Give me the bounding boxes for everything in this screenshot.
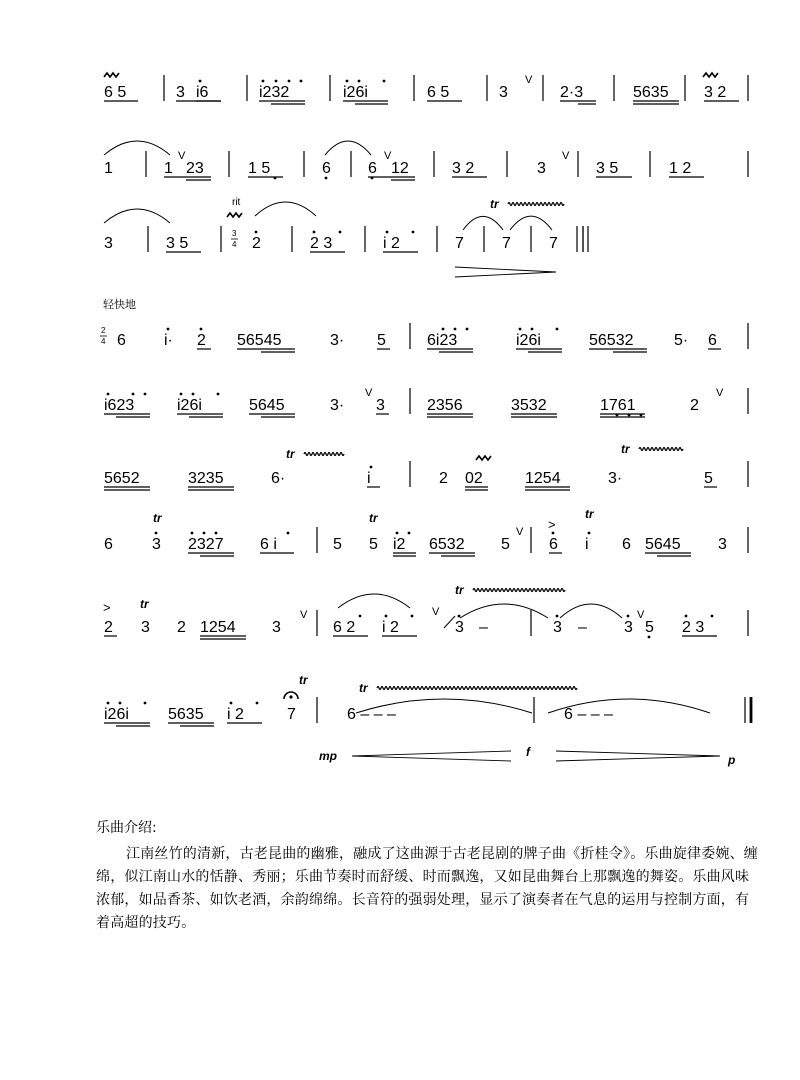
note-group: 5 bbox=[369, 536, 378, 553]
octave-up-dot bbox=[339, 231, 342, 234]
octave-up-dot bbox=[442, 328, 445, 331]
note-group: 5645 bbox=[645, 536, 681, 553]
octave-up-dot bbox=[262, 80, 265, 83]
note-group: 2327 bbox=[188, 536, 224, 553]
note-group: 3 bbox=[141, 619, 150, 636]
octave-up-dot bbox=[287, 532, 290, 535]
octave-up-dot bbox=[458, 615, 461, 618]
note-group: 6· bbox=[271, 470, 286, 487]
note-group: i 2 bbox=[227, 706, 244, 723]
note-group: 2 bbox=[439, 470, 448, 487]
octave-up-dot bbox=[167, 328, 170, 331]
octave-up-dot bbox=[588, 532, 591, 535]
note-group: 2 3 bbox=[310, 235, 333, 252]
note-group: 6 5 bbox=[104, 84, 127, 101]
slur bbox=[104, 141, 170, 155]
trill-mark: tr bbox=[455, 583, 464, 597]
note-group: 7 bbox=[549, 235, 558, 252]
note-group: 3· bbox=[608, 470, 623, 487]
note-group: 6 bbox=[322, 160, 331, 177]
note-group: 6 – – – bbox=[347, 706, 396, 723]
note-group: 6 bbox=[549, 536, 558, 553]
note-group: 3 5 bbox=[166, 235, 189, 252]
breath-mark: V bbox=[562, 150, 570, 162]
note-group: 6 bbox=[368, 160, 377, 177]
slur bbox=[460, 604, 548, 618]
octave-up-dot bbox=[300, 80, 303, 83]
breath-mark: V bbox=[384, 150, 392, 162]
note-group: 1761 bbox=[600, 397, 636, 414]
note-group: 5635 bbox=[168, 706, 204, 723]
note-group: 02 bbox=[465, 470, 483, 487]
breath-mark: V bbox=[637, 609, 645, 621]
note-group: i26i bbox=[343, 84, 368, 101]
glissando-slash bbox=[444, 616, 455, 628]
octave-up-dot bbox=[346, 80, 349, 83]
octave-up-dot bbox=[685, 615, 688, 618]
note-group: i26i bbox=[177, 397, 202, 414]
time-signature-top: 3 bbox=[232, 229, 237, 238]
note-group: 3 bbox=[176, 84, 185, 101]
note-group: 6 bbox=[708, 332, 717, 349]
note-group: i2 bbox=[393, 536, 406, 553]
note-group: 2 bbox=[197, 332, 206, 349]
time-signature-bottom: 4 bbox=[101, 337, 106, 346]
octave-up-dot bbox=[358, 80, 361, 83]
note-group: 3 bbox=[499, 84, 508, 101]
octave-up-dot bbox=[200, 328, 203, 331]
note-group: – bbox=[479, 619, 488, 636]
octave-up-dot bbox=[217, 393, 220, 396]
note-group: i6 bbox=[196, 84, 209, 101]
accent-mark: > bbox=[103, 600, 111, 615]
mordent-ornament bbox=[227, 213, 242, 217]
note-group: 3 5 bbox=[596, 160, 619, 177]
octave-up-dot bbox=[192, 393, 195, 396]
note-group: 3 bbox=[537, 160, 546, 177]
octave-up-dot bbox=[132, 393, 135, 396]
note-group: 5 bbox=[704, 470, 713, 487]
breath-mark: V bbox=[300, 609, 308, 621]
accent-mark: > bbox=[548, 517, 556, 532]
trill-wavy-line bbox=[473, 589, 565, 592]
note-group: i 2 bbox=[382, 619, 399, 636]
octave-up-dot bbox=[412, 231, 415, 234]
note-group: 2356 bbox=[427, 397, 463, 414]
octave-up-dot bbox=[385, 615, 388, 618]
tempo-marking: 轻快地 bbox=[103, 298, 136, 311]
diminuendo-hairpin bbox=[455, 267, 556, 272]
breath-mark: V bbox=[716, 387, 724, 399]
slur bbox=[338, 594, 410, 608]
octave-up-dot bbox=[180, 393, 183, 396]
trill-mark: tr bbox=[299, 673, 308, 687]
note-group: i bbox=[367, 470, 371, 487]
note-group: 1254 bbox=[525, 470, 561, 487]
octave-up-dot bbox=[370, 466, 373, 469]
note-group: 3· bbox=[330, 397, 345, 414]
note-group: 7 bbox=[287, 706, 296, 723]
note-group: 5 bbox=[333, 536, 342, 553]
note-group: 12 bbox=[391, 160, 409, 177]
note-group: 7 bbox=[502, 235, 511, 252]
octave-up-dot bbox=[383, 80, 386, 83]
note-group: 6 i bbox=[260, 536, 277, 553]
octave-up-dot bbox=[230, 702, 233, 705]
breath-mark: V bbox=[525, 74, 533, 86]
octave-up-dot bbox=[556, 615, 559, 618]
note-group: 56532 bbox=[589, 332, 634, 349]
note-group: 3 bbox=[376, 397, 385, 414]
octave-up-dot bbox=[519, 328, 522, 331]
octave-up-dot bbox=[552, 532, 555, 535]
fermata-dot bbox=[289, 695, 292, 698]
octave-up-dot bbox=[191, 532, 194, 535]
note-group: 2·3 bbox=[560, 84, 584, 101]
trill-mark: tr bbox=[359, 681, 368, 695]
note-group: 2 bbox=[252, 235, 261, 252]
note-group: 2 bbox=[177, 619, 186, 636]
note-group: 6 bbox=[622, 536, 631, 553]
diminuendo-hairpin bbox=[455, 272, 556, 277]
mordent-ornament bbox=[104, 73, 119, 77]
trill-mark: tr bbox=[369, 511, 378, 525]
mordent-ornament bbox=[476, 456, 491, 460]
trill-wavy-line bbox=[639, 448, 683, 451]
note-group: 6532 bbox=[429, 536, 465, 553]
note-group: 3 bbox=[455, 619, 464, 636]
octave-up-dot bbox=[107, 702, 110, 705]
octave-up-dot bbox=[256, 702, 259, 705]
crescendo-hairpin bbox=[352, 751, 511, 756]
note-group: i bbox=[585, 536, 589, 553]
note-group: 6 – – – bbox=[564, 706, 613, 723]
note-group: 7 bbox=[455, 235, 464, 252]
note-group: 56545 bbox=[237, 332, 282, 349]
octave-up-dot bbox=[203, 532, 206, 535]
octave-up-dot bbox=[144, 702, 147, 705]
note-group: 5· bbox=[674, 332, 689, 349]
crescendo-hairpin bbox=[352, 756, 511, 761]
diminuendo-hairpin bbox=[556, 756, 720, 761]
slur bbox=[463, 216, 503, 230]
note-group: 3 2 bbox=[452, 160, 475, 177]
note-group: 1 2 bbox=[669, 160, 692, 177]
octave-up-dot bbox=[155, 532, 158, 535]
breath-mark: V bbox=[516, 526, 524, 538]
trill-wavy-line bbox=[377, 687, 577, 690]
note-group: 5 bbox=[377, 332, 386, 349]
note-group: 3 2 bbox=[704, 84, 727, 101]
ritardando-mark: rit bbox=[232, 197, 241, 208]
note-group: 1254 bbox=[200, 619, 236, 636]
breath-mark: V bbox=[178, 150, 186, 162]
slur bbox=[104, 209, 170, 223]
octave-up-dot bbox=[408, 532, 411, 535]
octave-up-dot bbox=[386, 231, 389, 234]
note-group: 1 5 bbox=[248, 160, 271, 177]
trill-mark: tr bbox=[621, 442, 630, 456]
note-group: i26i bbox=[516, 332, 541, 349]
slur bbox=[560, 604, 622, 618]
trill-mark: tr bbox=[585, 507, 594, 521]
octave-down-dot bbox=[648, 636, 651, 639]
note-group: 6 5 bbox=[427, 84, 450, 101]
note-group: 1 bbox=[164, 160, 173, 177]
diminuendo-hairpin bbox=[556, 751, 720, 756]
note-group: 3 bbox=[104, 235, 113, 252]
octave-up-dot bbox=[396, 532, 399, 535]
dynamic-mark: f bbox=[526, 745, 530, 759]
octave-down-dot bbox=[325, 177, 328, 180]
intro-title: 乐曲介绍: bbox=[96, 820, 157, 836]
note-group: i232 bbox=[259, 84, 290, 101]
octave-up-dot bbox=[466, 328, 469, 331]
note-group: 3532 bbox=[511, 397, 547, 414]
note-group: i 2 bbox=[383, 235, 400, 252]
slur bbox=[255, 202, 316, 216]
note-group: 3 bbox=[553, 619, 562, 636]
dynamic-mark: p bbox=[728, 753, 736, 767]
note-group: 5 bbox=[645, 619, 654, 636]
trill-wavy-line bbox=[304, 453, 344, 456]
note-group: 3235 bbox=[188, 470, 224, 487]
octave-up-dot bbox=[288, 80, 291, 83]
trill-mark: tr bbox=[153, 511, 162, 525]
octave-up-dot bbox=[411, 615, 414, 618]
note-group: – bbox=[578, 619, 587, 636]
note-group: i26i bbox=[104, 706, 129, 723]
note-group: 3 bbox=[152, 536, 161, 553]
trill-mark: tr bbox=[490, 197, 499, 211]
trill-mark: tr bbox=[140, 597, 149, 611]
note-group: 6i23 bbox=[427, 332, 458, 349]
slur bbox=[325, 141, 371, 155]
note-group: 6 bbox=[104, 536, 113, 553]
octave-up-dot bbox=[531, 328, 534, 331]
note-group: 5645 bbox=[249, 397, 285, 414]
octave-up-dot bbox=[255, 231, 258, 234]
trill-mark: tr bbox=[286, 447, 295, 461]
note-group: 6 bbox=[117, 332, 126, 349]
note-group: 5635 bbox=[633, 84, 669, 101]
octave-up-dot bbox=[627, 615, 630, 618]
octave-up-dot bbox=[454, 328, 457, 331]
octave-up-dot bbox=[711, 615, 714, 618]
note-group: 3 bbox=[272, 619, 281, 636]
breath-mark: V bbox=[365, 387, 373, 399]
note-group: i623 bbox=[104, 397, 135, 414]
octave-up-dot bbox=[275, 80, 278, 83]
octave-up-dot bbox=[144, 393, 147, 396]
note-group: 5652 bbox=[104, 470, 140, 487]
note-group: 23 bbox=[186, 160, 204, 177]
note-group: 1 bbox=[104, 160, 113, 177]
octave-up-dot bbox=[556, 328, 559, 331]
note-group: 6 2 bbox=[333, 619, 356, 636]
octave-up-dot bbox=[215, 532, 218, 535]
mordent-ornament bbox=[703, 73, 718, 77]
intro-body: 江南丝竹的清新，古老昆曲的幽雅，融成了这曲源于古老昆剧的牌子曲《折桂令》。乐曲旋律委婉、缠绵，似江南山水的恬静、秀丽；乐曲节奏时而舒缓、时而飘逸，又如昆曲舞台上那飘逸的舞姿。乐曲风味浓郁，如品香茶、如饮老酒，余韵绵绵。长音符的强弱处理，显示了演奏者在气息的运用与控制方面，有着高超的技巧。 bbox=[96, 846, 758, 931]
note-group: 5 bbox=[501, 536, 510, 553]
note-group: 2 bbox=[690, 397, 699, 414]
octave-up-dot bbox=[119, 702, 122, 705]
octave-up-dot bbox=[107, 393, 110, 396]
octave-up-dot bbox=[199, 80, 202, 83]
octave-up-dot bbox=[313, 231, 316, 234]
note-group: 2 3 bbox=[682, 619, 705, 636]
note-group: 3 bbox=[718, 536, 727, 553]
trill-wavy-line bbox=[508, 203, 564, 206]
note-group: 2 bbox=[104, 619, 113, 636]
time-signature-top: 2 bbox=[101, 326, 106, 335]
note-group: i· bbox=[164, 332, 173, 349]
time-signature-bottom: 4 bbox=[232, 240, 237, 249]
dynamic-mark: mp bbox=[319, 749, 337, 763]
note-group: 3· bbox=[330, 332, 345, 349]
note-group: 3 bbox=[624, 619, 633, 636]
octave-up-dot bbox=[359, 615, 362, 618]
breath-mark: V bbox=[432, 606, 440, 618]
